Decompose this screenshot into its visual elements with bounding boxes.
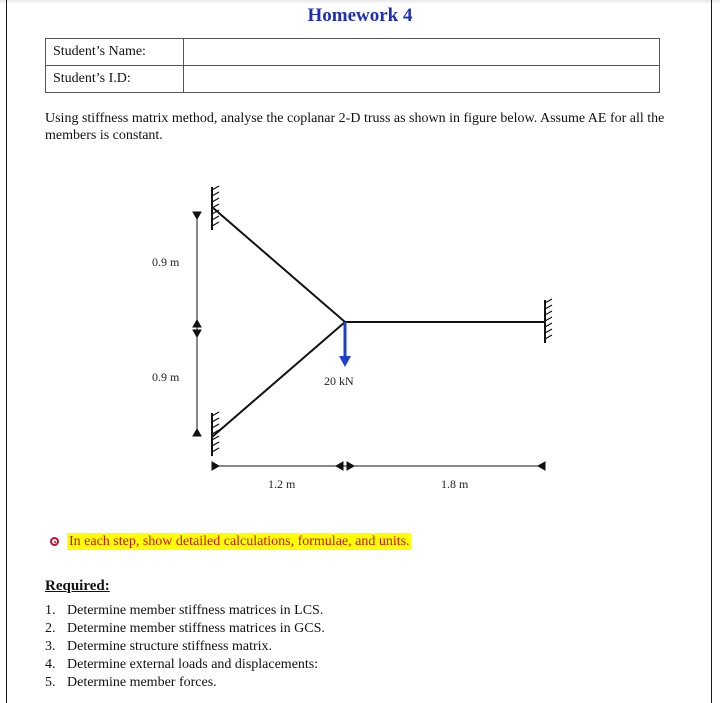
required-list (45, 602, 325, 692)
student-id-label: Student’s I.D: (46, 66, 184, 93)
page-title: Homework 4 (307, 5, 413, 26)
dim-left-horizontal: 1.2 m (268, 477, 296, 491)
list-item: 3. Determine structure stiffness matrix. (45, 639, 273, 654)
dim-right-horizontal: 1.8 m (441, 477, 469, 491)
load-label: 20 kN (324, 374, 354, 388)
list-item: 5. Determine member forces. (45, 675, 217, 690)
dim-upper-vertical: 0.9 m (152, 255, 180, 269)
required-heading: Required: (45, 578, 110, 594)
support-right (545, 299, 552, 343)
list-item: 1. Determine member stiffness matrices in LCS. (45, 603, 324, 618)
dim-lower-vertical: 0.9 m (152, 370, 180, 384)
support-top-left (212, 186, 219, 230)
list-item: 4. Determine external loads and displacements: (45, 657, 319, 672)
member-upper-diagonal (212, 207, 345, 322)
note-text: In each step, show detailed calculations, formulae, and units. (69, 534, 410, 549)
vertical-dimension (193, 212, 201, 436)
load-arrow (339, 322, 351, 367)
target-bullet-icon (50, 537, 59, 546)
list-item: 2. Determine member stiffness matrices in GCS. (45, 621, 325, 636)
horizontal-dimension (212, 462, 545, 470)
student-name-label: Student’s Name: (46, 39, 184, 66)
problem-statement: Using stiffness matrix method, analyse the coplanar 2-D truss as shown in figure below. Assume AE for all the members is constant. (45, 111, 665, 143)
instruction-note (50, 533, 411, 550)
